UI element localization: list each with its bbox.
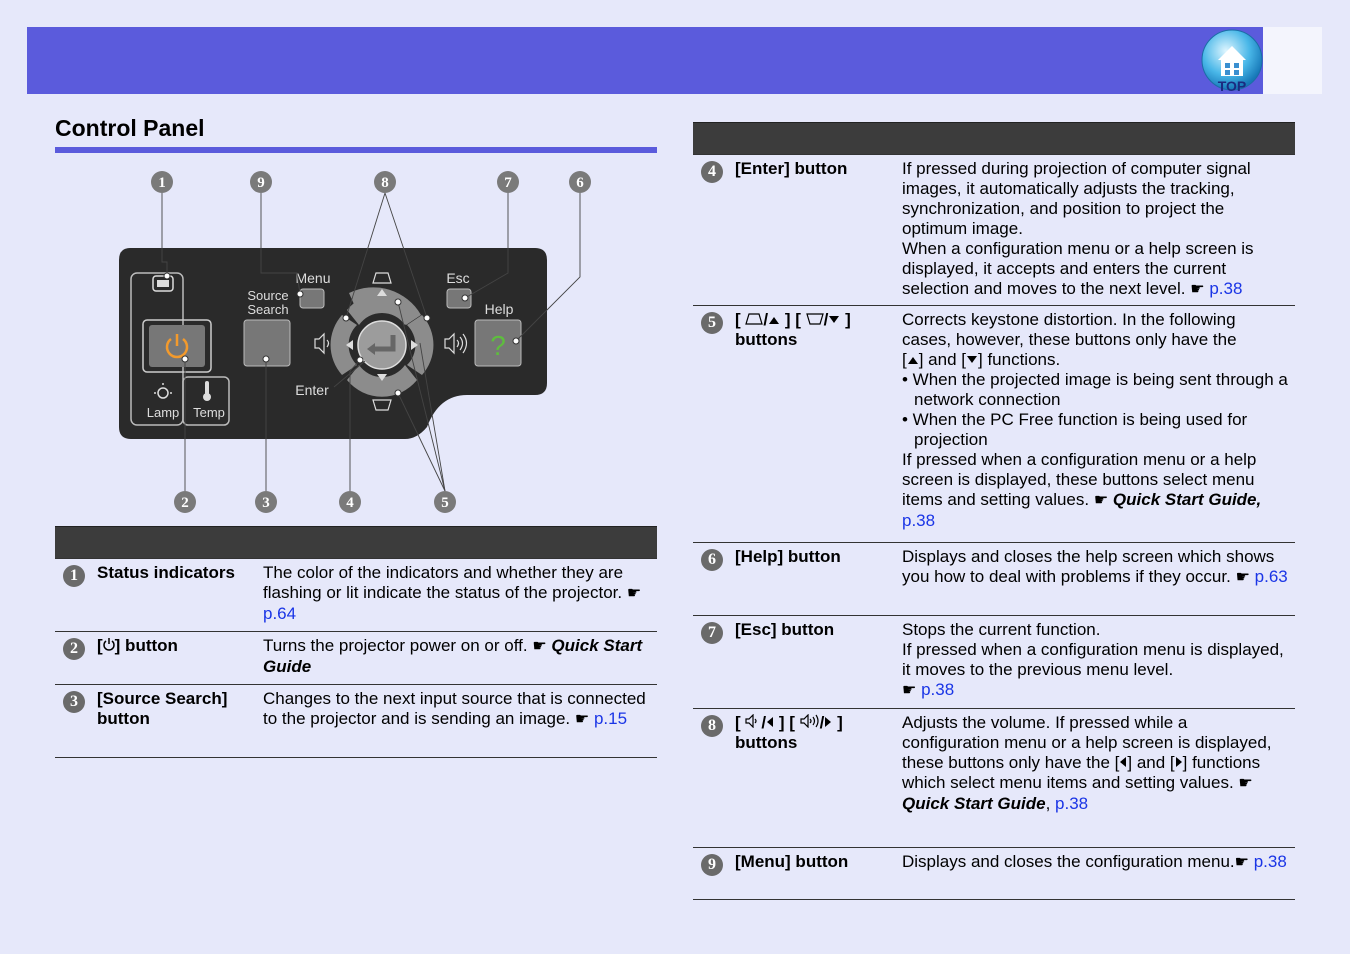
name-prefix: [ — [97, 636, 103, 655]
row-name: [Menu] button — [735, 852, 849, 871]
desc-text: ] and [ — [1127, 753, 1175, 772]
down-arrow-icon — [966, 355, 978, 365]
desc-text: If pressed when a configuration menu is displayed, it moves to the previous menu level. — [902, 640, 1284, 679]
row-number: 6 — [701, 549, 723, 571]
callout-9-text: 9 — [257, 175, 265, 191]
page-link[interactable]: p.38 — [902, 511, 936, 530]
temp-label: Temp — [193, 405, 225, 420]
callout-7-text: 7 — [504, 175, 512, 191]
row-description: Corrects keystone distortion. In the following cases, however, these buttons only have the [ ] and [ ] functions. • When the projected image is being sent through a network connection • When the PC Free function is being used for projection If pressed when a configuration menu or a help screen is displayed, these buttons select menu items and setting values. ☛ Quick Start Guide, p.38 — [902, 310, 1288, 530]
desc-text: Stops the current function. — [902, 620, 1101, 639]
row-number: 8 — [701, 715, 723, 737]
row-number: 3 — [63, 691, 85, 713]
desc-text: ] and [ — [918, 350, 966, 369]
table-row — [693, 615, 1295, 708]
volume-up-icon — [800, 714, 820, 728]
top-label: TOP — [1217, 78, 1247, 94]
desc-text: If pressed when a configuration menu or a help screen is displayed, these buttons select menu items and setting values. — [902, 450, 1257, 509]
hand-icon: ☛ — [1093, 492, 1109, 509]
row-description — [263, 559, 657, 631]
name-line2: buttons — [735, 330, 798, 349]
callout-2-text: 2 — [181, 495, 189, 511]
desc-text: Displays and closes the help screen which shows you how to deal with problems if they occur. — [902, 547, 1275, 586]
hand-icon: ☛ — [902, 682, 917, 699]
control-panel-diagram — [55, 165, 657, 525]
title-rule — [55, 147, 657, 153]
search-label: Search — [247, 302, 289, 317]
name-line2: buttons — [735, 733, 798, 752]
row-name — [93, 632, 263, 684]
table-row — [693, 847, 1295, 899]
enter-label: Enter — [295, 382, 329, 398]
row-number: 2 — [63, 638, 85, 660]
right-description-table — [693, 122, 1295, 900]
row-name: [Enter] button — [735, 159, 848, 178]
guide-ref: Quick Start Guide — [902, 794, 1046, 813]
hand-icon: ☛ — [1235, 569, 1250, 586]
row-description — [902, 155, 1295, 305]
table-row — [693, 154, 1295, 305]
page-link[interactable]: p.38 — [1253, 852, 1287, 871]
hand-icon: ☛ — [626, 585, 642, 602]
down-arrow-icon — [828, 315, 840, 325]
desc-text: Displays and closes the configuration menu. — [902, 852, 1235, 871]
right-arrow-icon — [1175, 756, 1183, 768]
guide-ref: Quick Start Guide — [263, 636, 643, 676]
table-row — [55, 558, 657, 631]
row-description — [263, 685, 657, 757]
row-description — [263, 632, 657, 684]
hand-icon: ☛ — [1238, 775, 1253, 792]
desc-text: If pressed during projection of computer signal images, it automatically adjusts the tracking, synchronization, and position to project the optimum image. — [902, 159, 1251, 238]
hand-icon: ☛ — [574, 711, 590, 728]
left-description-table — [55, 526, 657, 758]
row-name: [Help] button — [735, 547, 841, 566]
keystone-buttons-symbol: [ / ] [ / ] — [735, 310, 851, 329]
row-name — [731, 709, 902, 847]
row-name: [Esc] button — [735, 620, 835, 639]
callout-1-text: 1 — [158, 175, 166, 191]
row-number: 4 — [701, 161, 723, 183]
row-name — [731, 306, 902, 542]
name-suffix: ] button — [114, 636, 178, 655]
table-header — [55, 526, 657, 558]
hand-icon: ☛ — [1190, 281, 1205, 298]
desc-text: Changes to the next input source that is connected to the projector and is sending an image. — [263, 689, 646, 728]
enter-button — [358, 321, 406, 369]
header-bar — [27, 27, 1263, 94]
left-arrow-icon — [766, 716, 774, 728]
source-label: Source — [247, 288, 289, 303]
keystone-up-icon — [745, 313, 763, 325]
row-number: 9 — [701, 854, 723, 876]
row-name: [Source Search] button — [97, 689, 228, 728]
table-row — [55, 684, 657, 757]
bullet-item: • When the projected image is being sent through a network connection — [902, 370, 1288, 409]
bullet-item: • When the PC Free function is being used for projection — [902, 410, 1248, 449]
table-header — [693, 122, 1295, 154]
row-number: 7 — [701, 622, 723, 644]
desc-text: Corrects keystone distortion. In the following cases, however, these buttons only have the — [902, 310, 1237, 349]
volume-buttons-symbol: [ / ] [ / ] — [735, 713, 843, 732]
volume-down-icon — [745, 714, 761, 728]
row-description — [902, 543, 1295, 615]
row-number: 1 — [63, 565, 85, 587]
desc-text: When a configuration menu or a help screen is displayed, it accepts and enters the current selection and moves to the next level. — [902, 239, 1254, 298]
desc-text: ] functions. — [978, 350, 1061, 369]
row-name: Status indicators — [97, 563, 235, 582]
esc-label: Esc — [446, 270, 470, 286]
callout-6-text: 6 — [576, 175, 584, 191]
page-link[interactable]: p.38 — [921, 680, 955, 699]
hand-icon: ☛ — [1234, 854, 1249, 871]
table-row — [693, 708, 1295, 847]
page-link[interactable]: p.63 — [1254, 567, 1288, 586]
menu-button — [300, 289, 324, 308]
help-icon: ? — [490, 330, 506, 361]
page-link[interactable]: p.64 — [263, 604, 297, 623]
hand-icon: ☛ — [532, 638, 547, 655]
callout-4-text: 4 — [346, 495, 354, 511]
page-link[interactable]: p.38 — [1209, 279, 1243, 298]
row-number: 5 — [701, 312, 723, 334]
help-label: Help — [484, 301, 514, 317]
guide-ref: Quick Start Guide, — [1112, 490, 1262, 509]
row-description — [902, 616, 1295, 708]
callout-3-text: 3 — [262, 495, 270, 511]
desc-text: Adjusts the volume. If pressed while a configuration menu or a help screen is displayed, these buttons only have the [ — [902, 713, 1272, 772]
callout-8-text: 8 — [381, 175, 389, 191]
up-arrow-icon — [768, 315, 780, 325]
desc-text: Turns the projector power on or off. — [263, 636, 528, 655]
table-row — [55, 631, 657, 684]
top-button[interactable] — [1200, 28, 1264, 94]
menu-label: Menu — [295, 270, 331, 286]
right-arrow-icon — [824, 716, 832, 728]
up-arrow-icon — [907, 355, 919, 365]
lamp-label: Lamp — [146, 405, 180, 420]
page-link[interactable]: p.38 — [1055, 794, 1089, 813]
table-row — [693, 542, 1295, 615]
header-right-panel — [1263, 27, 1322, 94]
desc-text: The color of the indicators and whether they are flashing or lit indicate the status of the projector. — [263, 563, 624, 602]
row-description: Adjusts the volume. If pressed while a configuration menu or a help screen is displayed, these buttons only have the [ ] and [ ] functions which select menu items and setting values. ☛ Quick Start Guide, p.38 — [902, 713, 1272, 813]
keystone-down-icon — [806, 313, 824, 325]
desc-text: ] functions which select menu items and setting values. — [902, 753, 1261, 792]
callout-5-text: 5 — [441, 495, 449, 511]
page-link[interactable]: p.15 — [593, 709, 628, 728]
page-title: Control Panel — [55, 115, 205, 141]
row-description — [902, 848, 1295, 899]
table-row — [693, 305, 1295, 542]
power-icon — [103, 636, 115, 655]
